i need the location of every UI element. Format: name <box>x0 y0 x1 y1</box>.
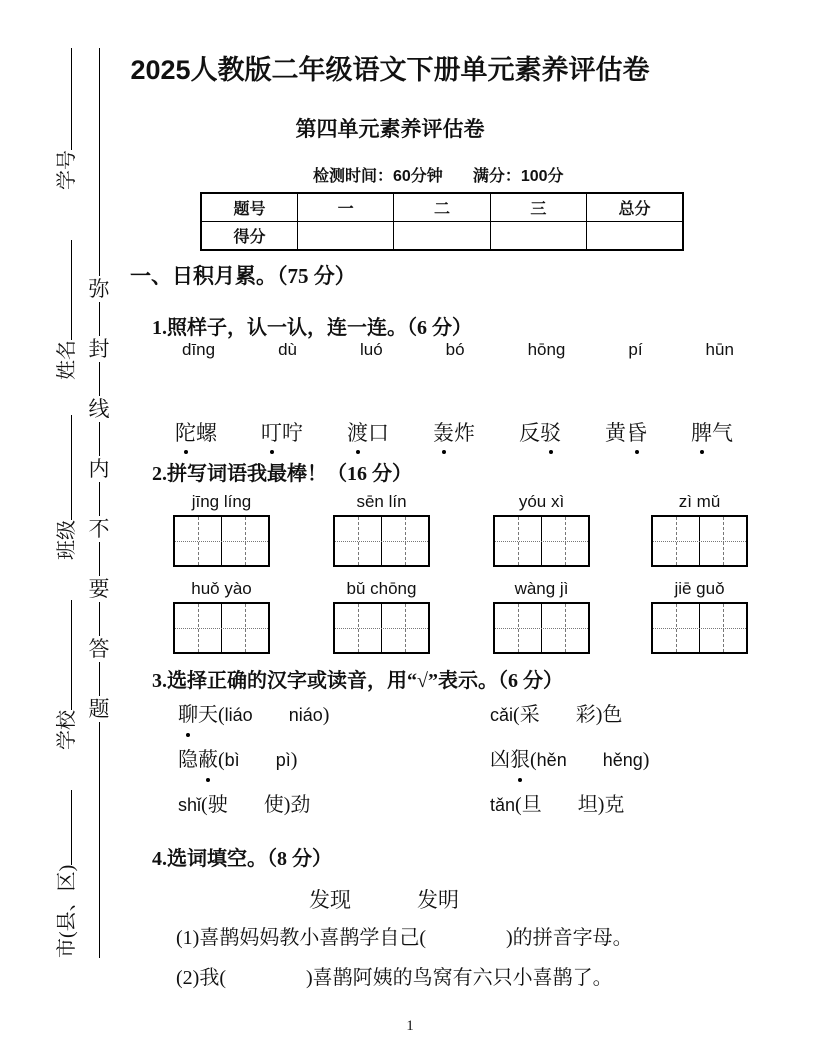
seal-line-segment <box>99 48 100 276</box>
q1-pinyin-item[interactable]: hūn <box>705 340 734 359</box>
question-4-heading: 4.选词填空。（8 分） <box>152 848 332 870</box>
score-row-label: 得分 <box>201 222 297 251</box>
choice-item <box>490 745 718 790</box>
seal-line <box>87 48 111 958</box>
pinyin-grid-group <box>651 490 748 567</box>
writing-grid[interactable] <box>651 515 748 567</box>
q1-pinyin-item[interactable]: dù <box>278 340 297 359</box>
writing-grid-cell[interactable] <box>653 517 700 565</box>
paren-close: ) <box>597 794 605 816</box>
seal-warning-char: 封 <box>88 337 110 361</box>
q4-item-1: (1)喜鹊妈妈教小喜鹊学自己( )的拼音字母。 <box>176 927 633 949</box>
question-3-heading: 3.选择正确的汉字或读音，用“√”表示。（6 分） <box>152 670 563 692</box>
paren-open: ( <box>201 794 208 816</box>
writing-grid-cell[interactable] <box>700 517 746 565</box>
writing-grid[interactable] <box>333 515 430 567</box>
pinyin-grid-group <box>173 577 270 654</box>
q1-pinyin-item[interactable]: luó <box>359 340 383 359</box>
paren-open: ( <box>513 704 520 726</box>
writing-grid[interactable] <box>333 602 430 654</box>
grid-pinyin-label: zì mǔ <box>678 492 721 511</box>
q1-match-word[interactable] <box>691 417 733 447</box>
seal-line-segment <box>99 542 100 576</box>
district-field <box>55 790 79 958</box>
q1-match-word[interactable] <box>175 417 217 447</box>
choice-lead-char: 凶 <box>490 749 510 771</box>
seal-warning-char: 要 <box>88 577 110 601</box>
seal-line-segment <box>99 722 100 958</box>
paren-open: ( <box>218 749 225 771</box>
grid-pinyin-label: jīng líng <box>191 492 252 511</box>
page-number: 1 <box>406 1018 414 1034</box>
writing-grid[interactable] <box>493 515 590 567</box>
writing-grid-cell[interactable] <box>495 517 542 565</box>
seal-warning-char: 弥 <box>88 277 110 301</box>
choice-lead: cǎi <box>490 705 514 725</box>
word-char: 叮 <box>261 417 282 447</box>
option-choice[interactable]: pì <box>275 750 291 770</box>
paren-open: ( <box>218 704 225 726</box>
choice-item <box>178 700 490 745</box>
word-char: 渡 <box>347 417 368 447</box>
choice-item <box>490 790 718 835</box>
writing-grid-cell[interactable] <box>542 604 588 652</box>
q1-pinyin-row <box>182 340 734 360</box>
seal-warning-char: 题 <box>88 697 110 721</box>
option-choice[interactable]: 彩 <box>575 704 596 726</box>
class-field <box>55 415 79 560</box>
grid-pinyin-label: huǒ yào <box>191 579 252 598</box>
writing-grid-cell[interactable] <box>382 517 428 565</box>
choice-lead-char: 隐 <box>178 749 198 771</box>
word-bank-item: 发明 <box>417 888 459 912</box>
option-choice[interactable]: bì <box>224 750 240 770</box>
choice-tail: 克 <box>604 794 625 816</box>
paren-open: ( <box>515 794 522 816</box>
pinyin-grid-group <box>651 577 748 654</box>
option-choice[interactable]: liáo <box>224 705 253 725</box>
choice-tail: 色 <box>602 704 623 726</box>
score-table-header-row <box>201 193 683 222</box>
writing-grid[interactable] <box>173 515 270 567</box>
q1-match-word[interactable] <box>347 417 389 447</box>
pinyin-grid-group <box>493 577 590 654</box>
option-choice[interactable]: 采 <box>519 704 540 726</box>
word-char: 气 <box>712 421 733 445</box>
q1-pinyin-item[interactable]: bó <box>445 340 465 359</box>
section-1-heading: 一、日积月累。（75 分） <box>130 264 356 288</box>
seal-warning-char: 答 <box>88 637 110 661</box>
score-table-header-cell: 题号 <box>201 193 297 222</box>
seal-warning-char: 内 <box>88 457 110 481</box>
class-field-label: 班级 <box>56 520 78 560</box>
student-name-field-blank-line[interactable] <box>55 240 72 340</box>
q1-pinyin-item[interactable]: hōng <box>527 340 566 359</box>
word-char: 昏 <box>626 417 647 447</box>
grid-pinyin-label: bǔ chōng <box>346 579 417 598</box>
pinyin-grid-group <box>493 490 590 567</box>
grid-pinyin-label: jiē guǒ <box>674 579 725 598</box>
pinyin-grid-group <box>333 577 430 654</box>
q1-pinyin-item[interactable]: dīng <box>182 340 216 359</box>
writing-grid[interactable] <box>651 602 748 654</box>
student-number-field-blank-line[interactable] <box>55 48 72 150</box>
seal-line-segment <box>99 482 100 516</box>
score-input-cell[interactable] <box>490 222 586 251</box>
score-table-header-cell: 三 <box>490 193 586 222</box>
q1-match-word[interactable] <box>261 417 303 447</box>
score-table-score-row <box>201 222 683 251</box>
exam-meta <box>313 163 564 186</box>
score-input-cell[interactable] <box>394 222 490 251</box>
writing-grid-cell[interactable] <box>222 604 268 652</box>
writing-grid-cell[interactable] <box>335 517 382 565</box>
grid-pinyin-label: sēn lín <box>356 492 407 511</box>
option-choice[interactable]: 使 <box>263 794 284 816</box>
school-field <box>55 600 79 750</box>
choice-lead: tǎn <box>490 795 516 815</box>
q4-item-2: (2)我( )喜鹊阿姨的鸟窝有六只小喜鹊了。 <box>176 967 613 989</box>
q1-words-row <box>175 417 733 447</box>
paren-close: ) <box>322 704 330 726</box>
pinyin-grid-group <box>173 490 270 567</box>
unit-title: 第四单元素养评估卷 <box>295 118 485 141</box>
q1-match-word[interactable] <box>433 417 475 447</box>
paren-close: ) <box>642 749 650 771</box>
student-number-field <box>55 48 79 190</box>
q3-choice-list <box>178 700 718 835</box>
word-char: 陀 <box>175 417 196 447</box>
writing-grid-cell[interactable] <box>175 517 222 565</box>
seal-warning-char: 不 <box>88 517 110 541</box>
school-field-blank-line[interactable] <box>55 600 72 710</box>
option-choice[interactable]: hěng <box>602 750 643 770</box>
word-char: 咛 <box>282 421 303 445</box>
full-score-label: 满分：100分 <box>472 168 564 185</box>
paren-open: ( <box>530 749 537 771</box>
exam-time-label: 检测时间：60分钟 <box>313 168 443 185</box>
word-char: 轰 <box>433 417 454 447</box>
word-char: 口 <box>368 421 389 445</box>
choice-item <box>490 700 718 745</box>
seal-line-segment <box>99 302 100 336</box>
word-char: 炸 <box>454 421 475 445</box>
seal-line-segment <box>99 602 100 636</box>
writing-grid-cell[interactable] <box>653 604 700 652</box>
writing-grid[interactable] <box>493 602 590 654</box>
word-char: 螺 <box>196 421 217 445</box>
student-name-field-label: 姓名 <box>56 340 78 380</box>
pinyin-grid-group <box>333 490 430 567</box>
score-table-header-cell: 二 <box>394 193 490 222</box>
paper-title: 2025人教版二年级语文下册单元素养评估卷 <box>130 55 650 85</box>
word-char: 黄 <box>605 421 626 445</box>
seal-warning-char: 线 <box>88 397 110 421</box>
choice-tail: 劲 <box>290 794 311 816</box>
writing-grid-cell[interactable] <box>222 517 268 565</box>
question-1-heading: 1.照样子，认一认，连一连。（6 分） <box>152 317 472 339</box>
q1-match-word[interactable] <box>519 417 561 447</box>
seal-line-segment <box>99 662 100 696</box>
seal-line-segment <box>99 362 100 396</box>
writing-grid[interactable] <box>173 602 270 654</box>
writing-grid-cell[interactable] <box>700 604 746 652</box>
writing-grid-cell[interactable] <box>542 517 588 565</box>
choice-lead: shǐ <box>178 795 202 815</box>
word-char: 反 <box>519 421 540 445</box>
district-field-label: 市(县、区) <box>56 864 78 958</box>
score-input-cell[interactable] <box>587 222 683 251</box>
q4-word-bank <box>309 884 459 914</box>
q1-match-word[interactable] <box>605 417 647 447</box>
choice-lead-char: 狠 <box>510 745 530 775</box>
option-choice[interactable]: hěn <box>536 750 567 770</box>
q1-pinyin-item[interactable]: pí <box>628 340 643 359</box>
score-table <box>200 192 684 251</box>
writing-grid-cell[interactable] <box>495 604 542 652</box>
score-table-header-cell: 一 <box>297 193 393 222</box>
word-char: 驳 <box>540 417 561 447</box>
writing-grid-cell[interactable] <box>335 604 382 652</box>
paren-close: ) <box>290 749 298 771</box>
grid-pinyin-label: yóu xì <box>518 492 565 511</box>
choice-item <box>178 745 490 790</box>
option-choice[interactable]: niáo <box>288 705 323 725</box>
choice-item <box>178 790 490 835</box>
district-field-blank-line[interactable] <box>55 790 72 865</box>
question-2-heading: 2.拼写词语我最棒！（16 分） <box>152 463 412 485</box>
choice-lead-char: 聊 <box>178 700 198 730</box>
option-choice[interactable]: 旦 <box>521 794 542 816</box>
option-choice[interactable]: 坦 <box>577 794 598 816</box>
writing-grid-cell[interactable] <box>382 604 428 652</box>
school-field-label: 学校 <box>56 710 78 750</box>
paren-close: ) <box>595 704 603 726</box>
choice-lead-char: 蔽 <box>198 745 218 775</box>
writing-grid-cell[interactable] <box>175 604 222 652</box>
class-field-blank-line[interactable] <box>55 415 72 520</box>
seal-line-segment <box>99 422 100 456</box>
option-choice[interactable]: 驶 <box>207 794 228 816</box>
choice-lead-char: 天 <box>198 704 218 726</box>
student-number-field-label: 学号 <box>56 150 78 190</box>
paren-close: ) <box>283 794 291 816</box>
word-char: 脾 <box>691 417 712 447</box>
score-input-cell[interactable] <box>297 222 393 251</box>
word-bank-item: 发现 <box>309 888 351 912</box>
grid-pinyin-label: wàng jì <box>514 579 569 598</box>
student-name-field <box>55 240 79 380</box>
score-table-header-cell: 总分 <box>587 193 683 222</box>
